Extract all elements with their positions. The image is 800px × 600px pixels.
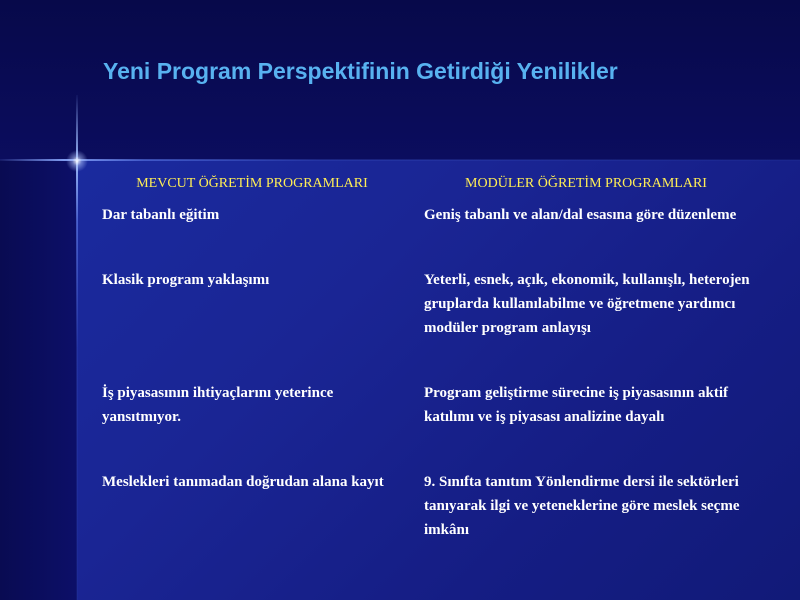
current-program-cell: Dar tabanlı eğitim (102, 207, 220, 223)
table-row (92, 263, 760, 376)
modular-program-cell: Geniş tabanlı ve alan/dal esasına göre düzenleme (424, 207, 737, 223)
slide-title: Yeni Program Perspektifinin Getirdiği Yenilikler (103, 58, 618, 84)
comparison-table (92, 170, 760, 552)
table-row (92, 376, 760, 465)
column-header-current: MEVCUT ÖĞRETİM PROGRAMLARI (136, 176, 368, 191)
modular-program-cell: Yeterli, esnek, açık, ekonomik, kullanışlı, heterojen gruplarda kullanılabilme ve öğretmene yardımcı modüler program anlayışı (424, 272, 750, 336)
current-program-cell: İş piyasasının ihtiyaçlarını yeterince yansıtmıyor. (102, 385, 334, 425)
modular-program-cell: Program geliştirme sürecine iş piyasasının aktif katılımı ve iş piyasası analizine dayalı (424, 385, 729, 425)
column-header-modular: MODÜLER ÖĞRETİM PROGRAMLARI (465, 176, 707, 191)
current-program-cell: Meslekleri tanımadan doğrudan alana kayıt (102, 474, 384, 490)
current-program-cell: Klasik program yaklaşımı (102, 272, 270, 288)
table-row (92, 198, 760, 263)
left-decorative-strip (0, 160, 77, 600)
horizontal-light-line (0, 159, 800, 161)
table-header-row (92, 170, 760, 198)
star-glow-icon (66, 150, 88, 172)
table-row (92, 465, 760, 552)
modular-program-cell: 9. Sınıfta tanıtım Yönlendirme dersi ile sektörleri tanıyarak ilgi ve yeteneklerine göre meslek seçme imkânı (424, 474, 740, 538)
